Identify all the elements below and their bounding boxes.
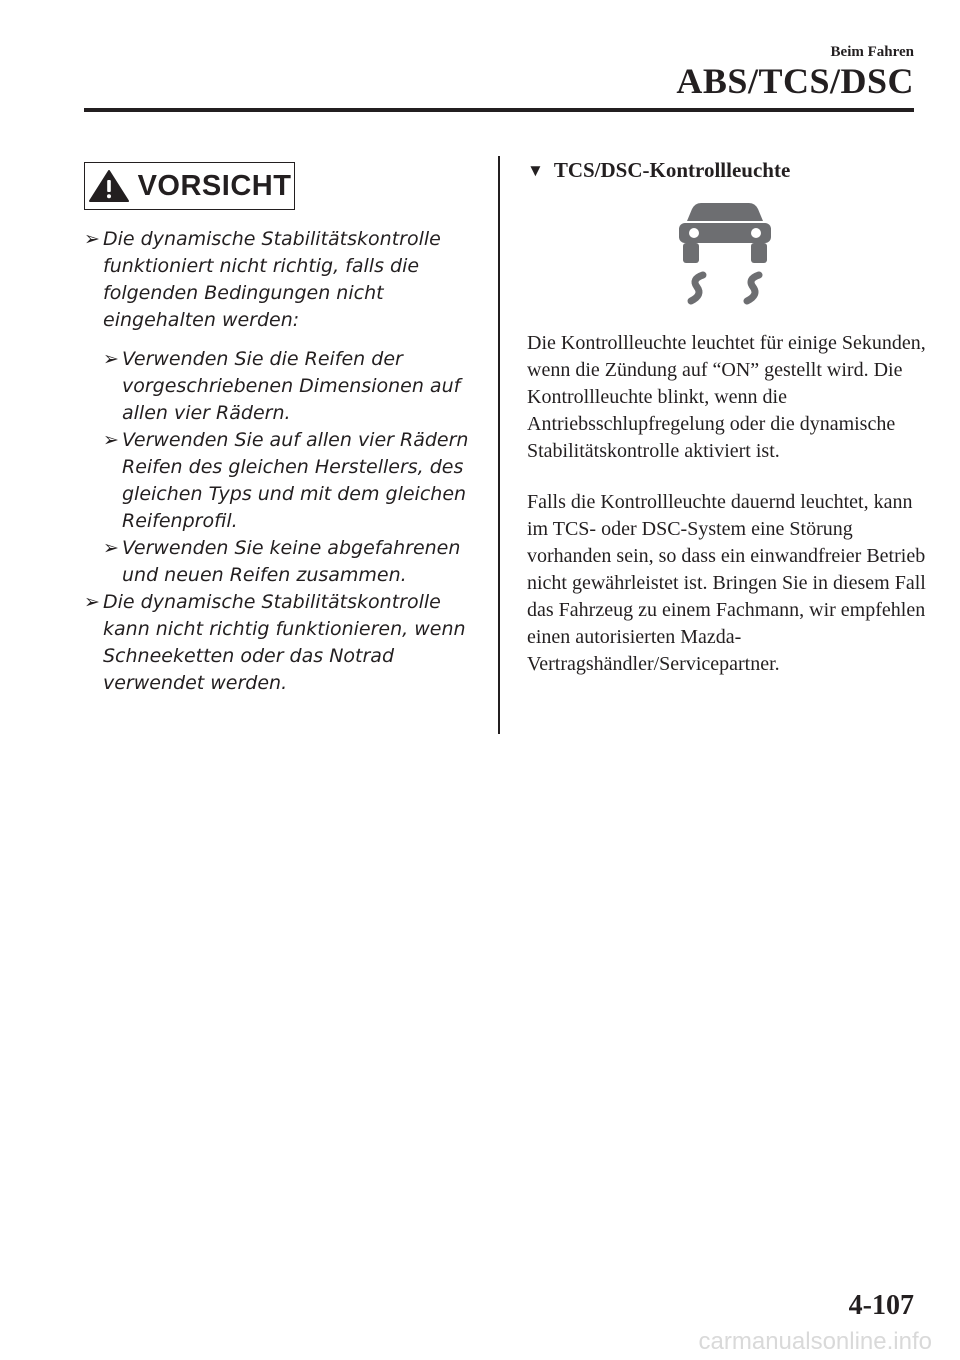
- tcs-section: [527, 158, 927, 678]
- section-paragraph: Die Kontrollleuchte leuchtet für einige Sekunden, wenn die Zündung auf “ON” gestellt wird. Die Kontrollleuchte blinkt, wenn die Antriebsschlupfregelung oder die dynamische Stabilitätskontrolle aktiviert ist.: [527, 332, 926, 462]
- caution-bullet: [84, 535, 484, 589]
- column-divider: [498, 156, 500, 734]
- arrow-bullet-icon: ➢: [103, 348, 119, 370]
- caution-bullet: [84, 346, 484, 427]
- caution-bullet-text: Verwenden Sie die Reifen der vorgeschriebenen Dimensionen auf allen vier Rädern.: [122, 348, 461, 424]
- caution-label: VORSICHT: [137, 169, 292, 202]
- header-section-label: Beim Fahren: [830, 44, 914, 60]
- arrow-bullet-icon: ➢: [84, 228, 100, 250]
- caution-bullet: [84, 226, 484, 334]
- caution-bullet-text: Die dynamische Stabilitätskontrolle funktioniert nicht richtig, falls die folgenden Bedingungen nicht eingehalten werden:: [103, 228, 441, 331]
- caution-box: [84, 162, 295, 210]
- section-paragraph: Falls die Kontrollleuchte dauernd leuchtet, kann im TCS- oder DSC-System eine Störung vorhanden sein, so dass ein einwandfreier Betrieb nicht gewährleistet ist. Bringen Sie in diesem Fall das Fahrzeug zu einem Fachmann, wir empfehlen einen autorisierten Mazda-Vertragshändler/Servicepartner.: [527, 491, 926, 675]
- header-rule: [84, 108, 914, 112]
- arrow-bullet-icon: ➢: [103, 429, 119, 451]
- arrow-bullet-icon: ➢: [103, 537, 119, 559]
- caution-bullet: [84, 427, 484, 535]
- warning-triangle-icon: [88, 169, 130, 203]
- caution-bullet-text: Verwenden Sie keine abgefahrenen und neuen Reifen zusammen.: [122, 537, 461, 586]
- caution-list: [84, 226, 484, 697]
- triangle-down-icon: ▼: [527, 160, 544, 180]
- watermark: carmanualsonline.info: [698, 1328, 932, 1355]
- header-title: ABS/TCS/DSC: [676, 61, 914, 101]
- tcs-dsc-indicator-icon: [677, 197, 773, 309]
- caution-bullet: [84, 589, 484, 697]
- section-heading: [527, 158, 927, 183]
- page-number: 4-107: [848, 1290, 914, 1321]
- section-heading-text: TCS/DSC-Kontrollleuchte: [553, 158, 791, 182]
- arrow-bullet-icon: ➢: [84, 591, 100, 613]
- caution-bullet-text: Verwenden Sie auf allen vier Rädern Reifen des gleichen Herstellers, des gleichen Typs und mit dem gleichen Reifenprofil.: [122, 429, 469, 532]
- caution-bullet-text: Die dynamische Stabilitätskontrolle kann nicht richtig funktionieren, wenn Schneeketten oder das Notrad verwendet werden.: [103, 591, 466, 694]
